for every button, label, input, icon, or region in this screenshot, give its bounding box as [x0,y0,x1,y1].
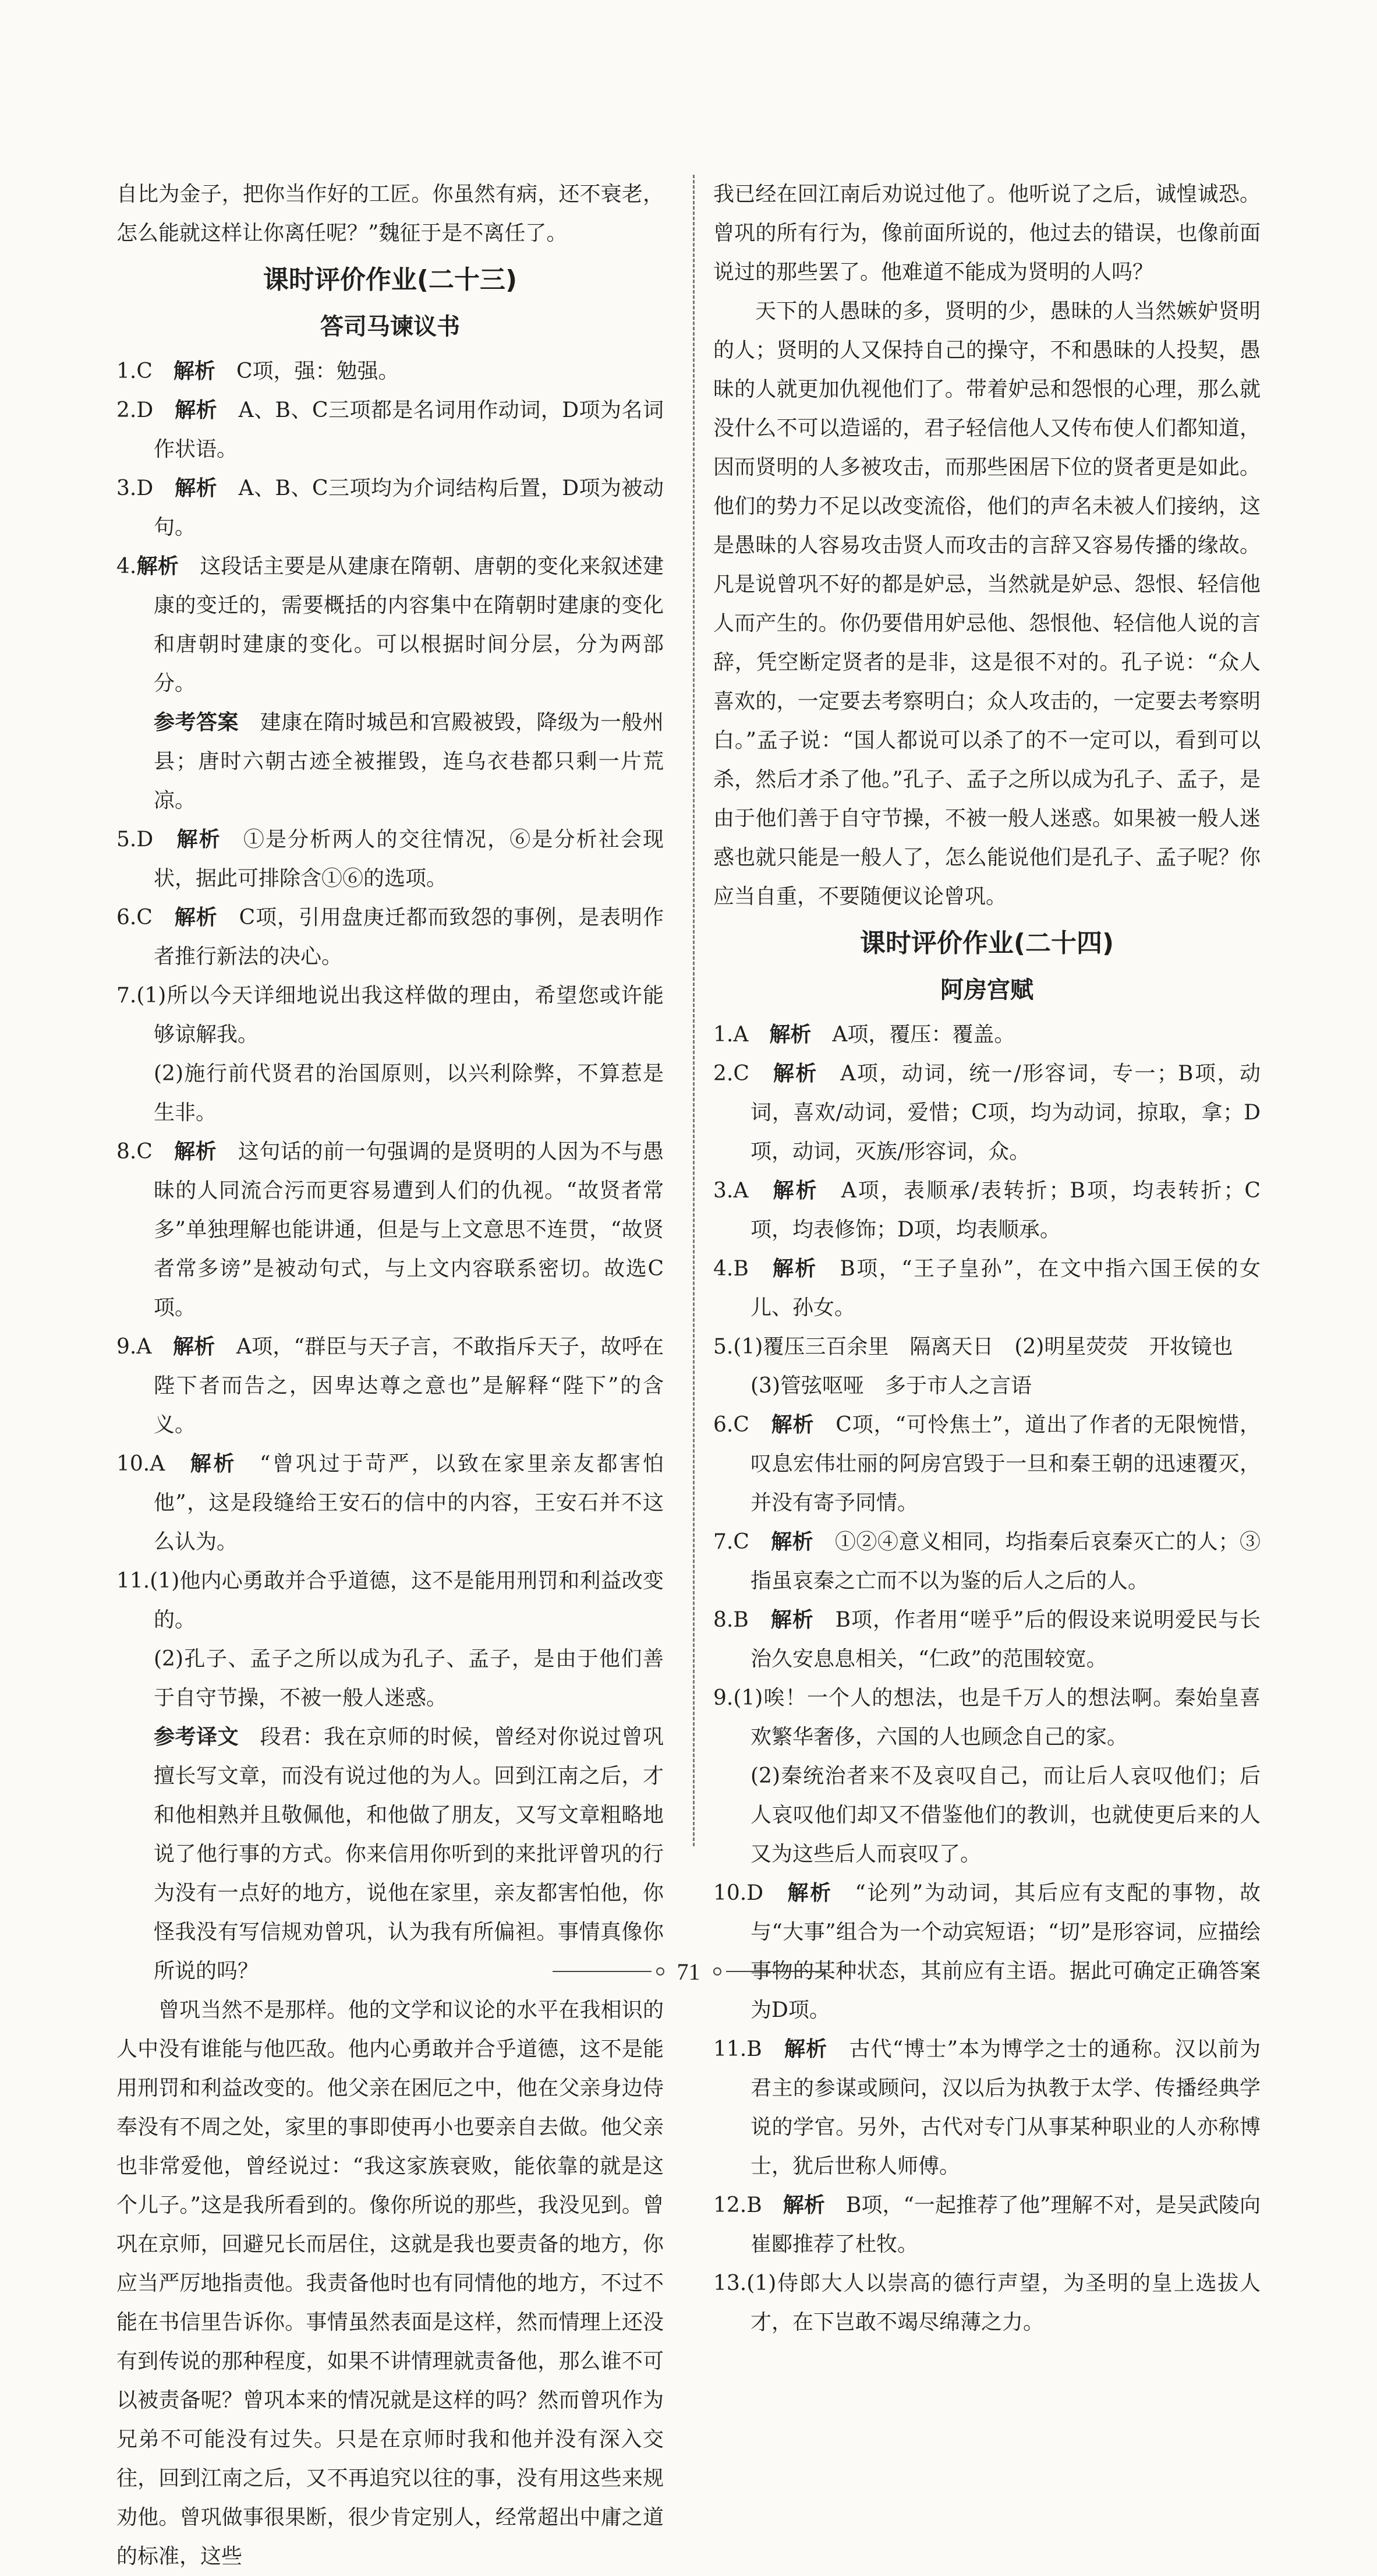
page-number: 71 [677,1958,700,1985]
answer-item-r5-part2: (3)管弦呕哑 多于市人之言语 [751,1374,1032,1398]
answer-item-3: 3.D 解析 A、B、C三项均为介词结构后置，D项为被动句。 [116,476,664,539]
answer-item-r9: 9.(1)唉！一个人的想法，也是千万人的想法啊。秦始皇喜欢繁华奢侈，六国的人也顾念自己的家。 [713,1686,1261,1749]
section-title-24: 课时评价作业(二十四) [859,928,1114,958]
answer-item-4: 4.解析 这段话主要是从建康在隋朝、唐朝的变化来叙述建康的变迁的，需要概括的内容集中在隋朝时建康的变化和唐朝时建康的变化。可以根据时间分层，分为两部分。 [116,554,664,695]
section-title-23: 课时评价作业(二十三) [263,265,518,295]
answer-item-r3: 3.A 解析 A项，表顺承/表转折；B项，均表转折；C项，均表修饰；D项，均表顺承。 [713,1179,1261,1242]
answer-item-4-reference: 参考答案 建康在隋时城邑和宫殿被毁，降级为一般州县；唐时六朝古迹全被摧毁，连乌衣巷都只剩一片荒凉。 [154,711,664,812]
lesson-title-24: 阿房宫赋 [940,977,1033,1003]
intro-paragraph: 自比为金子，把你当作好的工匠。你虽然有病，还不衰老，怎么能就这样让你离任呢？”魏征于是不离任了。 [116,182,664,245]
page-footer [0,1954,1377,1989]
answer-item-r11: 11.B 解析 古代“博士”本为博学之士的通称。汉以前为君主的参谋或顾问，汉以后为执教于太学、传播经典学说的学官。另外，古代对专门从事某种职业的人亦称博士，犹后世称人师傅。 [713,2037,1261,2178]
answer-item-1: 1.C 解析 C项，强：勉强。 [116,359,399,383]
left-column [116,175,664,2576]
answer-item-7-part2: (2)施行前代贤君的治国原则，以兴利除弊，不算惹是生非。 [154,1062,664,1125]
answer-item-r13: 13.(1)侍郎大人以崇高的德行声望，为圣明的皇上选拔人才，在下岂敢不竭尽绵薄之力。 [713,2271,1261,2334]
footer-ornament-left [656,1967,664,1976]
answer-item-r9-part2: (2)秦统治者来不及哀叹自己，而让后人哀叹他们；后人哀叹他们却又不借鉴他们的教训，也就使更后来的人又为这些后人而哀叹了。 [751,1764,1261,1866]
answer-item-2: 2.D 解析 A、B、C三项都是名词用作动词，D项为名词作状语。 [116,398,664,461]
answer-item-r7: 7.C 解析 ①②④意义相同，均指秦后哀秦灭亡的人；③指虽哀秦之亡而不以为鉴的后人之后的人。 [713,1530,1261,1593]
right-column [713,175,1261,2342]
answer-item-r6: 6.C 解析 C项，“可怜焦土”，道出了作者的无限惋惜，叹息宏伟壮丽的阿房宫毁于一旦和秦王朝的迅速覆灭，并没有寄予同情。 [713,1413,1261,1515]
translation-paragraph-3: 我已经在回江南后劝说过他了。他听说了之后，诚惶诚恐。曾巩的所有行为，像前面所说的，他过去的错误，也像前面说过的那些罢了。他难道不能成为贤明的人吗？ [713,182,1261,284]
footer-rule-right [726,1971,825,1972]
translation-paragraph-4: 天下的人愚昧的多，贤明的少，愚昧的人当然嫉妒贤明的人；贤明的人又保持自己的操守，不和愚昧的人投契，愚昧的人就更加仇视他们了。带着妒忌和怨恨的心理，那么就没什么不可以造谣的，君子轻信他人又传布使人们都知道，因而贤明的人多被攻击，而那些困居下位的贤者更是如此。他们的势力不足以改变流俗，他们的声名未被人们接纳，这是愚昧的人容易攻击贤人而攻击的言辞又容易传播的缘故。凡是说曾巩不好的都是妒忌，当然就是妒忌、怨恨、轻信他人而产生的。你仍要借用妒忌他、怨恨他、轻信他人说的言辞，凭空断定贤者的是非，这是很不对的。孔子说：“众人喜欢的，一定要去考察明白；众人攻击的，一定要去考察明白。”孟子说：“国人都说可以杀了的不一定可以，看到可以杀，然后才杀了他。”孔子、孟子之所以成为孔子、孟子，是由于他们善于自守节操，不被一般人迷惑。如果被一般人迷惑也就只能是一般人了，怎么能说他们是孔子、孟子呢？你应当自重，不要随便议论曾巩。 [713,299,1261,909]
answer-item-11-part2: (2)孔子、孟子之所以成为孔子、孟子，是由于他们善于自守节操，不被一般人迷惑。 [154,1647,664,1710]
footer-ornament-right [713,1967,721,1976]
footer-rule-left [553,1971,652,1972]
answer-item-r4: 4.B 解析 B项，“王子皇孙”，在文中指六国王侯的女儿、孙女。 [713,1257,1261,1320]
answer-item-r2: 2.C 解析 A项，动词，统一/形容词，专一；B项，动词，喜欢/动词，爱惜；C项，均为动词，掠取，拿；D项，动词，灭族/形容词，众。 [713,1062,1261,1164]
answer-item-r12: 12.B 解析 B项，“一起推荐了他”理解不对，是吴武陵向崔郾推荐了杜牧。 [713,2193,1261,2256]
answer-item-10: 10.A 解析 “曾巩过于苛严，以致在家里亲友都害怕他”，这是段缝给王安石的信中的内容，王安石并不这么认为。 [116,1452,664,1554]
answer-item-r8: 8.B 解析 B项，作者用“嗟乎”后的假设来说明爱民与长治久安息息相关，“仁政”的范围较宽。 [713,1608,1261,1671]
column-divider [693,175,695,1846]
answer-item-6: 6.C 解析 C项，引用盘庚迁都而致怨的事例，是表明作者推行新法的决心。 [116,906,664,969]
lesson-title-23: 答司马谏议书 [320,313,460,340]
answer-item-r5: 5.(1)覆压三百余里 隔离天日 (2)明星荧荧 开妆镜也 [713,1335,1233,1359]
answer-item-5: 5.D 解析 ①是分析两人的交往情况，⑥是分析社会现状，据此可排除含①⑥的选项。 [116,828,664,891]
translation-paragraph-2: 曾巩当然不是那样。他的文学和议论的水平在我相识的人中没有谁能与他匹敌。他内心勇敢并合乎道德，这不是能用刑罚和利益改变的。他父亲在困厄之中，他在父亲身边侍奉没有不周之处，家里的事即使再小也要亲自去做。他父亲也非常爱他，曾经说过：“我这家族衰败，能依靠的就是这个儿子。”这是我所看到的。像你所说的那些，我没见到。曾巩在京师，回避兄长而居住，这就是我也要责备的地方，你应当严厉地指责他。我责备他时也有同情他的地方，不过不能在书信里告诉你。事情虽然表面是这样，然而情理上还没有到传说的那种程度，如果不讲情理就责备他，那么谁不可以被责备呢？曾巩本来的情况就是这样的吗？然而曾巩作为兄弟不可能没有过失。只是在京师时我和他并没有深入交往，回到江南之后，又不再追究以往的事，没有用这些来规劝他。曾巩做事很果断，很少肯定别人，经常超出中庸之道的标准，这些 [116,1998,664,2568]
translation-paragraph-1: 参考译文 段君：我在京师的时候，曾经对你说过曾巩擅长写文章，而没有说过他的为人。回到江南之后，才和他相熟并且敬佩他，和他做了朋友，又写文章粗略地说了他行事的方式。你来信用你听到的来批评曾巩的行为没有一点好的地方，说他在家里，亲友都害怕他，你怪我没有写信规劝曾巩，认为我有所偏袒。事情真像你所说的吗？ [154,1725,664,1983]
answer-item-r10: 10.D 解析 “论列”为动词，其后应有支配的事物，故与“大事”组合为一个动宾短语；“切”是形容词，应描绘事物的某种状态，其前应有主语。据此可确定正确答案为D项。 [713,1881,1261,2022]
answer-item-8: 8.C 解析 这句话的前一句强调的是贤明的人因为不与愚昧的人同流合污而更容易遭到人们的仇视。“故贤者常多”单独理解也能讲通，但是与上文意思不连贯，“故贤者常多谤”是被动句式，与上文内容联系密切。故选C项。 [116,1140,664,1320]
answer-item-r1: 1.A 解析 A项，覆压：覆盖。 [713,1023,1015,1047]
answer-item-9: 9.A 解析 A项，“群臣与天子言，不敢指斥天子，故呼在陛下者而告之，因卑达尊之意也”是解释“陛下”的含义。 [116,1335,664,1437]
answer-item-11: 11.(1)他内心勇敢并合乎道德，这不是能用刑罚和利益改变的。 [116,1569,664,1632]
answer-item-7: 7.(1)所以今天详细地说出我这样做的理由，希望您或许能够谅解我。 [116,984,664,1047]
